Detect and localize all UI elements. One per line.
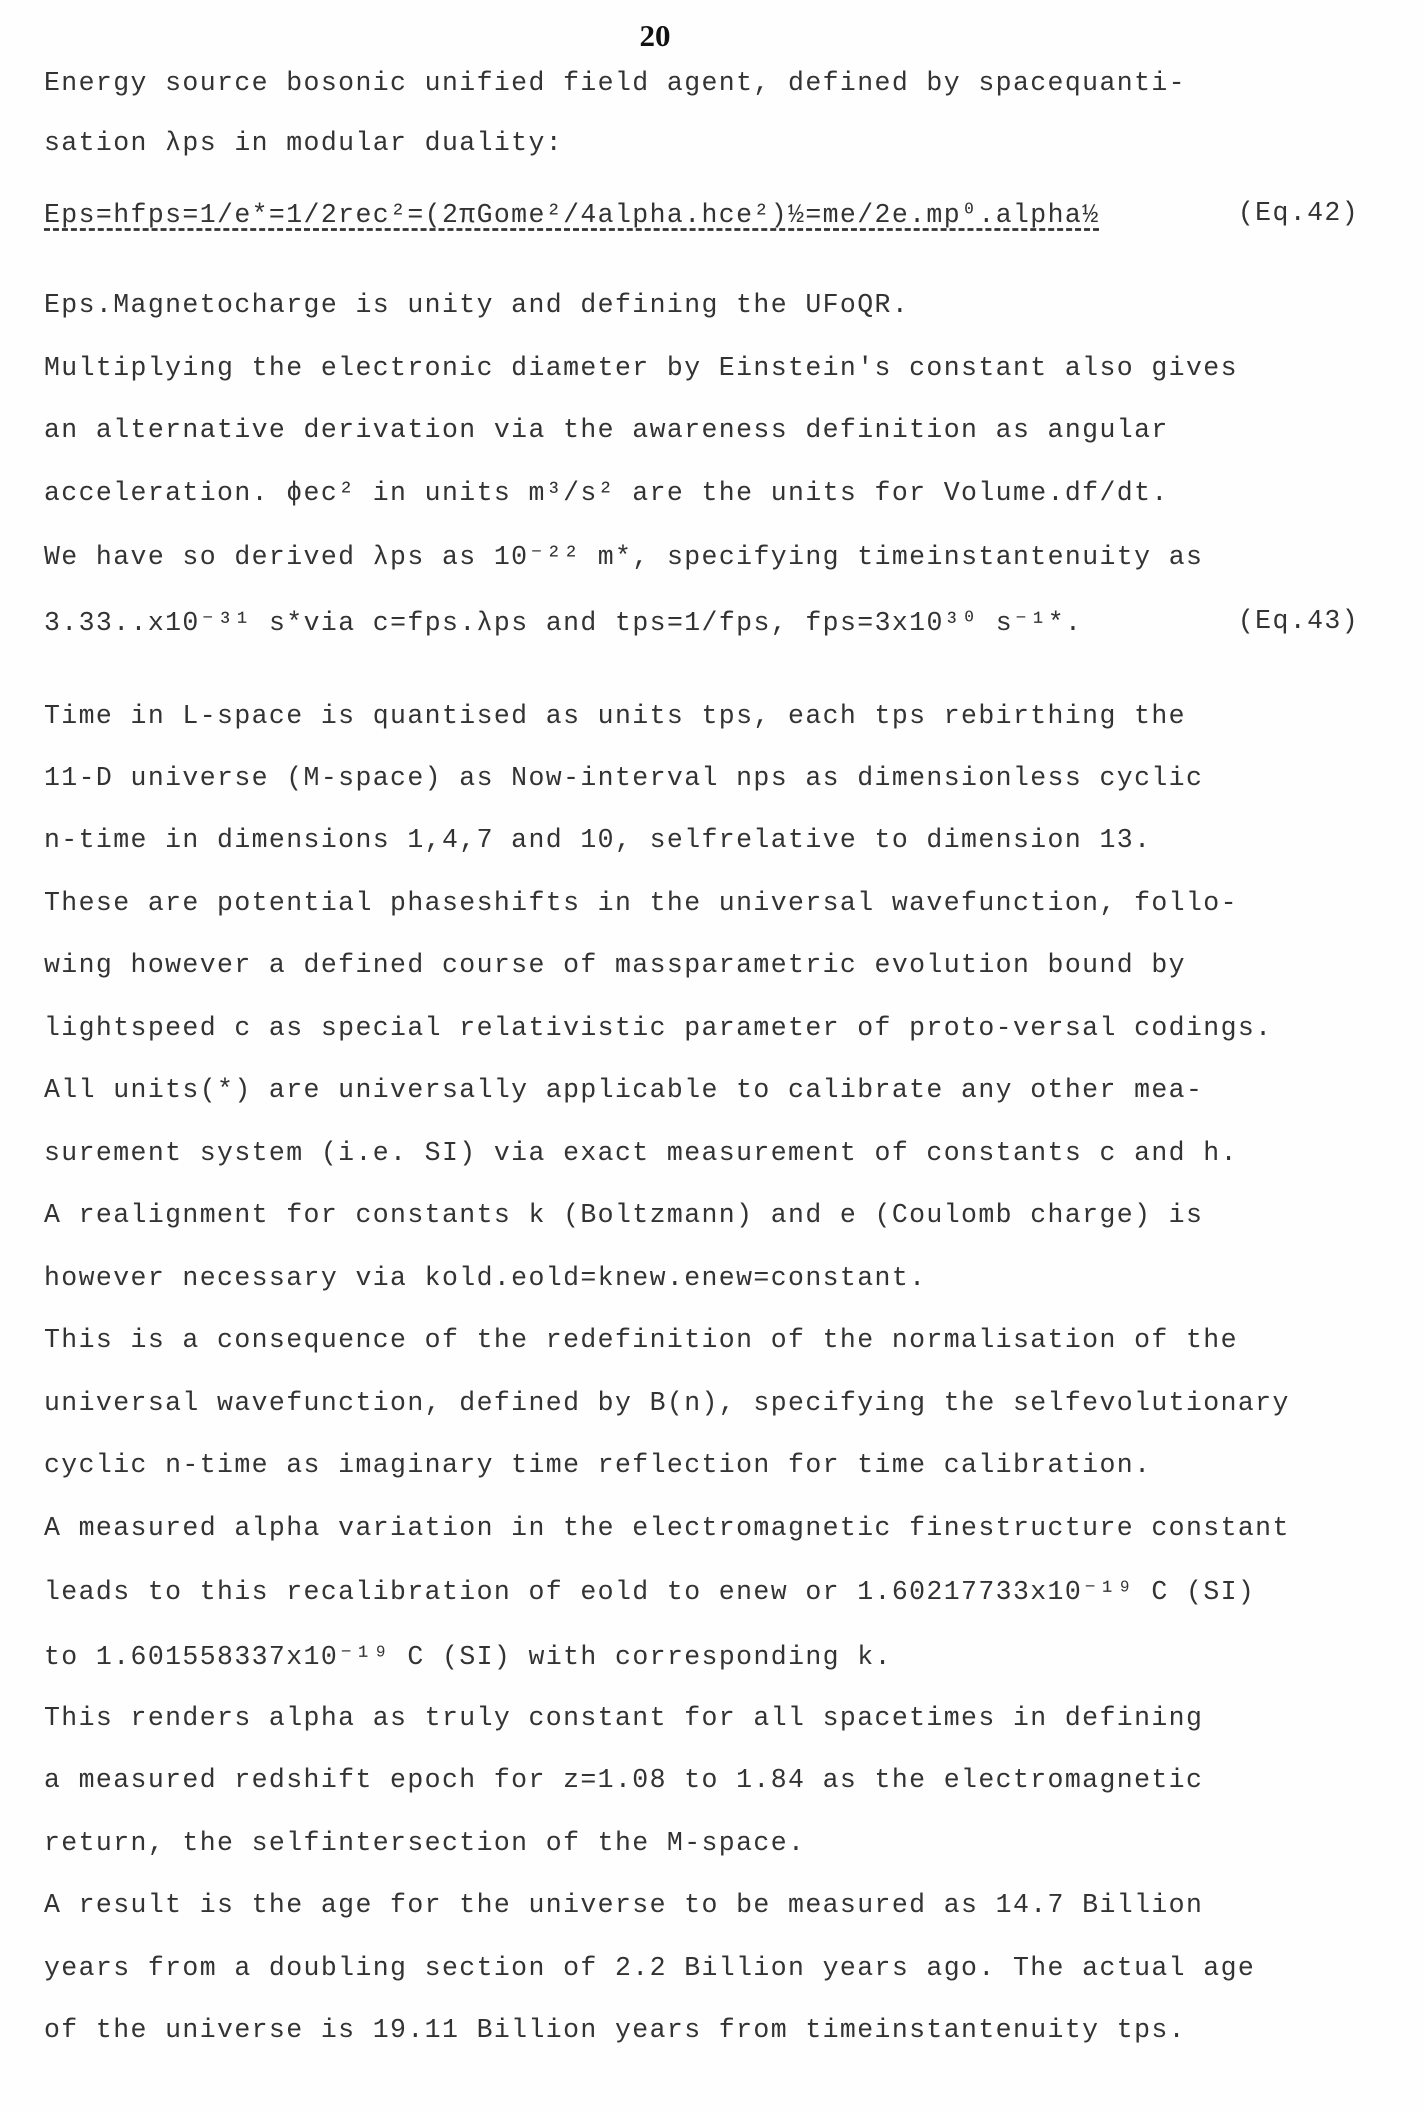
text-line: n-time in dimensions 1,4,7 and 10, selfrelative to dimension 13. [44, 825, 1152, 855]
text-line: to 1.601558337x10⁻¹⁹ C (SI) with corresponding k. [44, 1642, 892, 1672]
text-line: 11-D universe (M-space) as Now-interval nps as dimensionless cyclic [44, 763, 1204, 793]
text-line: A result is the age for the universe to be measured as 14.7 Billion [44, 1890, 1204, 1920]
text-line: Multiplying the electronic diameter by Einstein's constant also gives [44, 353, 1238, 383]
text-line: Time in L-space is quantised as units tps, each tps rebirthing the [44, 701, 1186, 731]
text-line: universal wavefunction, defined by B(n), specifying the selfevolutionary [44, 1388, 1290, 1418]
text-line: acceleration. ϕec² in units m³/s² are the units for Volume.df/dt. [44, 478, 1169, 508]
text-line: This renders alpha as truly constant for all spacetimes in defining [44, 1703, 1204, 1733]
text-line: These are potential phaseshifts in the universal wavefunction, follo- [44, 888, 1238, 918]
text-line: sation λps in modular duality: [44, 128, 564, 158]
text-line: cyclic n-time as imaginary time reflection for time calibration. [44, 1450, 1152, 1480]
text-line: surement system (i.e. SI) via exact measurement of constants c and h. [44, 1138, 1238, 1168]
equation-label: (Eq.43) [1237, 606, 1359, 636]
text-line: a measured redshift epoch for z=1.08 to 1.84 as the electromagnetic [44, 1765, 1204, 1795]
text-line: leads to this recalibration of eold to enew or 1.60217733x10⁻¹⁹ C (SI) [44, 1577, 1256, 1607]
text-line: All units(*) are universally applicable to calibrate any other mea- [44, 1075, 1204, 1105]
text-line: lightspeed c as special relativistic parameter of proto-versal codings. [44, 1013, 1273, 1043]
text-line: A measured alpha variation in the electromagnetic finestructure constant [44, 1513, 1290, 1543]
equation-label: (Eq.42) [1237, 198, 1359, 228]
text-line: years from a doubling section of 2.2 Billion years ago. The actual age [44, 1953, 1256, 1983]
page-number: 20 [639, 18, 671, 53]
text-line: 3.33..x10⁻³¹ s*via c=fps.λps and tps=1/fps, fps=3x10³⁰ s⁻¹*. [44, 608, 1083, 638]
text-line: however necessary via kold.eold=knew.enew=constant. [44, 1263, 927, 1293]
text-line: wing however a defined course of massparametric evolution bound by [44, 950, 1186, 980]
text-line: This is a consequence of the redefinition of the normalisation of the [44, 1325, 1238, 1355]
text-line: A realignment for constants k (Boltzmann) and e (Coulomb charge) is [44, 1200, 1204, 1230]
text-line: Energy source bosonic unified field agent, defined by spacequanti- [44, 68, 1186, 98]
text-line: Eps.Magnetocharge is unity and defining the UFoQR. [44, 290, 910, 320]
text-line: return, the selfintersection of the M-space. [44, 1828, 806, 1858]
text-line: an alternative derivation via the awareness definition as angular [44, 415, 1169, 445]
text-line: Eps=hfps=1/e*=1/2rec²=(2πGome²/4alpha.hce²)½=me/2e.mp⁰.alpha½ [44, 200, 1100, 230]
text-line: of the universe is 19.11 Billion years from timeinstantenuity tps. [44, 2015, 1186, 2045]
text-line: We have so derived λps as 10⁻²² m*, specifying timeinstantenuity as [44, 542, 1204, 572]
